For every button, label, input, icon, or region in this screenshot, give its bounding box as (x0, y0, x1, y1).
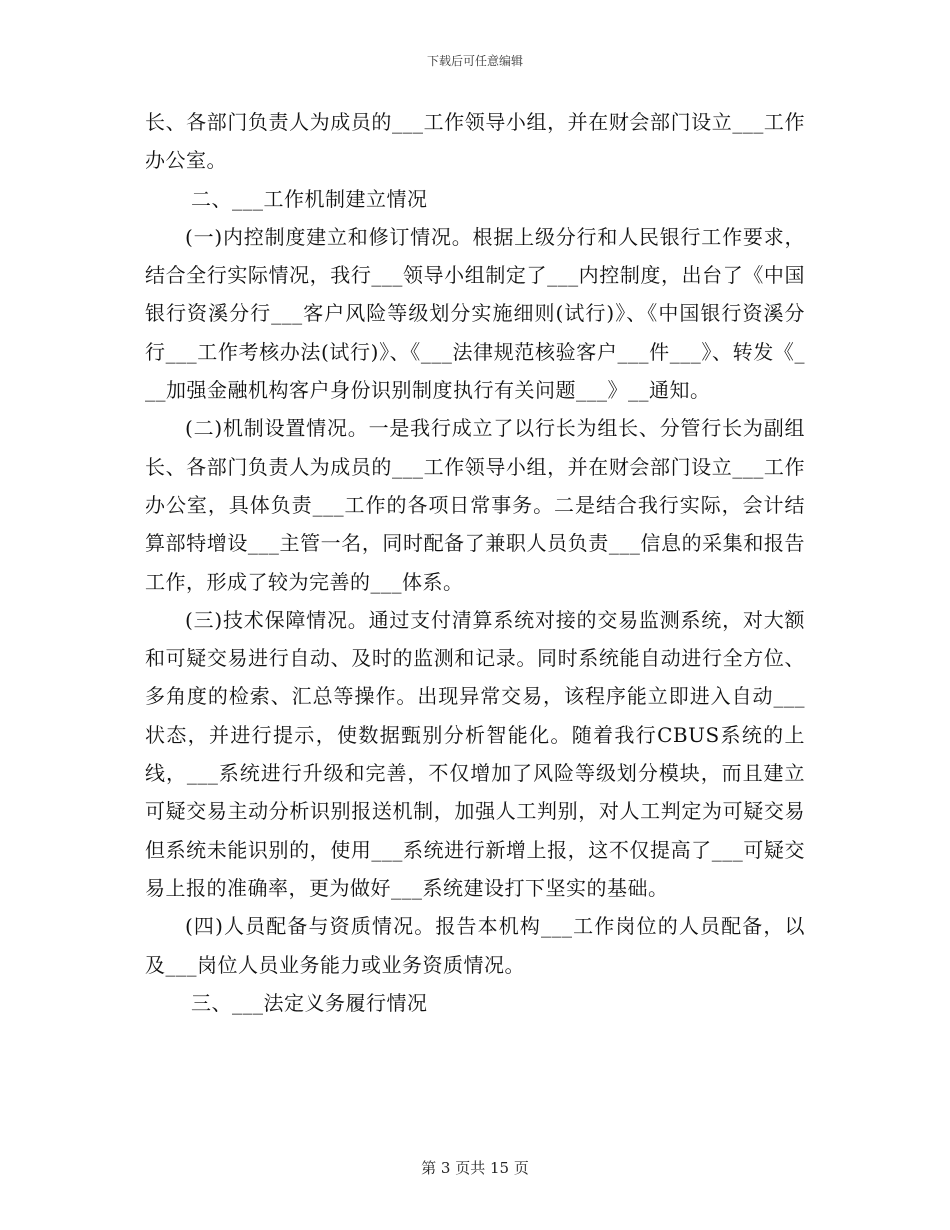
section-heading-2: 二、___工作机制建立情况 (191, 186, 428, 211)
section-heading-3: 三、___法定义务履行情况 (191, 990, 428, 1015)
page-header: 下载后可任意编辑 (426, 54, 523, 68)
paragraph-technical-support: (三)技术保障情况。通过支付清算系统对接的交易监测系统，对大额和可疑交易进行自动、及时的监测和记录。同时系统能自动进行全方位、多角度的检索、汇总等操作。出现异常交易，该程序能立即进入自动___状态，并进行提示，使数据甄别分析智能化。随着我行CBUS系统的上线，___系统进行升级和完善，不仅增加了风险等级划分模块，而且建立可疑交易主动分析识别报送机制，加强人工判别，对人工判定为可疑交易但系统未能识别的，使用___系统进行新增上报，这不仅提高了___可疑交易上报的准确率，更为做好___系统建设打下坚实的基础。 (145, 607, 805, 900)
paragraph-staffing: (四)人员配备与资质情况。报告本机构___工作岗位的人员配备，以及___岗位人员业务能力或业务资质情况。 (145, 914, 805, 977)
paragraph-internal-control: (一)内控制度建立和修订情况。根据上级分行和人民银行工作要求，结合全行实际情况，我行___领导小组制定了___内控制度，出台了《中国银行资溪分行___客户风险等级划分实施细则(试行)》、《中国银行资溪分行___工作考核办法(试行)》、《___法律规范核验客户___件___》、转发《___加强金融机构客户身份识别制度执行有关问题___》__通知。 (145, 224, 805, 403)
paragraph-continuation: 长、各部门负责人为成员的___工作领导小组，并在财会部门设立___工作办公室。 (145, 110, 805, 173)
paragraph-mechanism-setup: (二)机制设置情况。一是我行成立了以行长为组长、分管行长为副组长、各部门负责人为成员的___工作领导小组，并在财会部门设立___工作办公室，具体负责___工作的各项日常事务。二是结合我行实际，会计结算部特增设___主管一名，同时配备了兼职人员负责___信息的采集和报告工作，形成了较为完善的___体系。 (145, 416, 805, 594)
document-body (145, 103, 805, 1022)
page-number: 第 3 页共 15 页 (421, 1159, 529, 1177)
